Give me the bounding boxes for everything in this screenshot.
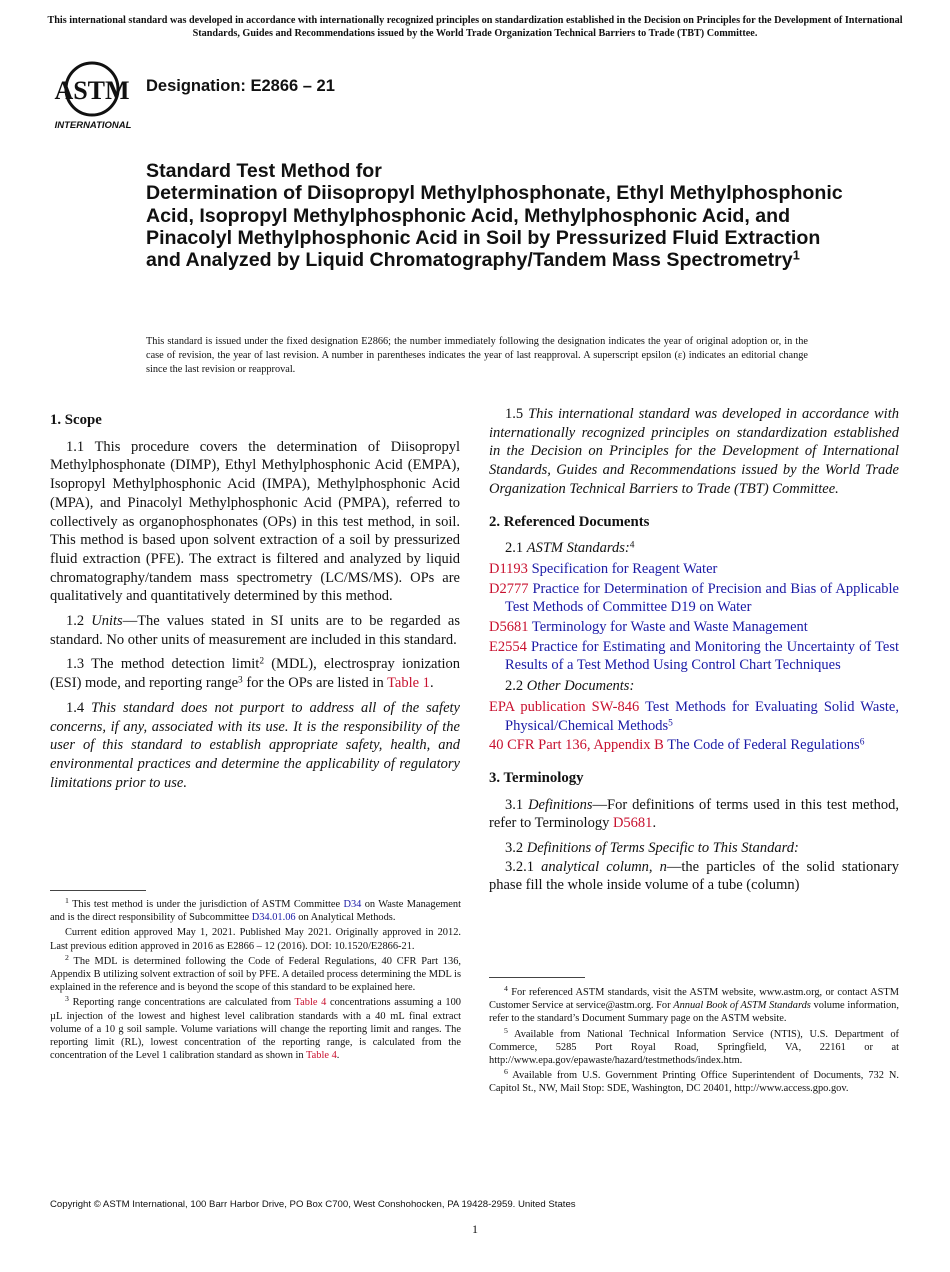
- link-d5681[interactable]: D5681: [612, 815, 653, 832]
- para-1-1: 1.1 This procedure covers the determination of Diisopropyl Methylphosphonate (DIMP), Ethyl Methylphosphonic Acid (EMPA), Isopropyl Methylphosphonic Acid (IMPA), Methylphosphonic Acid (MPA), and Pinacolyl Methylphosphonic Acid (PMPA), referred to collectively as organophosphonates (OPs) in this test method, in soil. This method is based upon solvent extraction of a soil by pressurized fluid extraction (PFE). The extract is filtered and analyzed by liquid chromatography/tandem mass spectrometry (LC/MS/MS). OPs are qualitatively and quantitatively determined by this method.: [50, 438, 460, 605]
- astm-logo: [52, 56, 136, 132]
- ref-item[interactable]: D2777 Practice for Determination of Precision and Bias of Applicable Test Methods of Committee D19 on Water: [489, 580, 899, 616]
- document-title: [146, 160, 846, 271]
- link-table-4[interactable]: Table 4: [306, 1050, 337, 1062]
- right-column: [489, 405, 899, 901]
- section-heading-referenced: 2. Referenced Documents: [489, 513, 650, 530]
- link-d34-01-06[interactable]: D34.01.06: [251, 912, 296, 924]
- para-1-4: 1.4 This standard does not purport to address all of the safety concerns, if any, associated with its use. It is the responsibility of the user of this standard to establish appropriate safety, health, and environmental practices and determine the applicability of regulatory limitations prior to use.: [50, 699, 460, 791]
- title-line-2: Determination of Diisopropyl Methylphosphonate, Ethyl Methylphosphonic Acid, Isopropyl Methylphosphonic Acid, Methylphosphonic Acid, and Pinacolyl Methylphosphonic Acid in Soil by Pressurized Fluid Extraction and Analyzed by Liquid Chromatography/Tandem Mass Spectrometry: [146, 182, 843, 272]
- footnote-5: $^5$ Available from National Technical Information Service (NTIS), U.S. Department of Commerce, 5285 Port Royal Road, Springfield, VA, 22161 or at http://www.epa.gov/epawaste/hazard/testmethods/index.htm.: [489, 1025, 899, 1067]
- logo-letters: ASTM: [54, 76, 130, 105]
- ref-item[interactable]: D5681 Terminology for Waste and Waste Management: [489, 619, 808, 636]
- subsection-astm-standards: 2.1 ASTM Standards:$^4$: [505, 540, 635, 557]
- top-notice: This international standard was developed in accordance with internationally recognized principles on standardization established in the Decision on Principles for the Development of International Standards, Guides and Recommendations issued by the World Trade Organization Technical Barriers to Trade (TBT) Committee.: [47, 15, 903, 39]
- footnote-rule-right: [489, 977, 585, 978]
- subsection-other-documents: 2.2 Other Documents:: [505, 678, 635, 695]
- footnote-4: $^4$ For referenced ASTM standards, visit the ASTM website, www.astm.org, or contact ASTM Customer Service at service@astm.org. For Annual Book of ASTM Standards volume information, refer to the standard’s Document Summary page on the ASTM website.: [489, 984, 899, 1025]
- issued-note: This standard is issued under the fixed designation E2866; the number immediately following the designation indicates the year of original adoption or, in the case of revision, the year of last revision. A number in parentheses indicates the year of last reapproval. A superscript epsilon (ε) indicates an editorial change since the last revision or reapproval.: [146, 336, 808, 376]
- title-footnote-mark[interactable]: 1: [792, 247, 800, 263]
- left-column: [50, 405, 460, 798]
- ref-item[interactable]: EPA publication SW-846 Test Methods for Evaluating Solid Waste, Physical/Chemical Methods$^5$: [489, 698, 899, 734]
- footnote-1: $^1$ This test method is under the jurisdiction of ASTM Committee D34 on Waste Management and is the direct responsibility of Subcommittee D34.01.06 on Analytical Methods.: [50, 896, 461, 924]
- footnote-ref-3[interactable]: 3: [238, 675, 243, 686]
- copyright: Copyright © ASTM International, 100 Barr Harbor Drive, PO Box C700, West Conshohocken, PA 19428-2959. United States: [50, 1199, 576, 1210]
- page-number: 1: [472, 1222, 478, 1236]
- para-1-3: 1.3 The method detection limit$^2$ (MDL), electrospray ionization (ESI) mode, and reporting range$^3$ for the OPs are listed in Table 1.: [50, 656, 461, 692]
- logo-word: INTERNATIONAL: [54, 120, 132, 131]
- ref-item[interactable]: E2554 Practice for Estimating and Monitoring the Uncertainty of Test Results of a Test Method Using Control Chart Techniques: [489, 638, 899, 674]
- footnotes-right: [489, 986, 899, 1098]
- footnote-ref-2[interactable]: 2: [259, 656, 265, 667]
- section-heading-scope: 1. Scope: [50, 412, 102, 428]
- title-line-1: Standard Test Method for: [146, 160, 382, 182]
- footnote-1-edition: Current edition approved May 1, 2021. Published May 2021. Originally approved in 2012. Last previous edition approved in 2016 as E2866 – 12 (2016). DOI: 10.1520/E2866-21.: [50, 927, 461, 952]
- footnotes-left: [50, 898, 461, 1064]
- link-d34[interactable]: D34: [343, 899, 362, 910]
- footnote-3: $^3$ Reporting range concentrations are calculated from Table 4 concentrations assuming a 100 µL injection of the lowest and highest level calibration standards with a 40 mL final extract volume of a 10 g soil sample. Volume variations will change the reporting limit and ranges. The reporting limit (RL), lowest concentration of the reporting range, is calculated from the concentration of the Level 1 calibration standard as shown in Table 4.: [50, 994, 461, 1062]
- para-3-2: 3.2 Definitions of Terms Specific to This Standard:: [505, 840, 799, 857]
- para-1-5: 1.5 This international standard was developed in accordance with internationally recognized principles on standardization established in the Decision on Principles for the Development of International Standards, Guides and Recommendations issued by the World Trade Organization Technical Barriers to Trade (TBT) Committee.: [489, 406, 899, 497]
- ref-item[interactable]: 40 CFR Part 136, Appendix B The Code of Federal Regulations$^6$: [489, 737, 865, 754]
- link-table-1[interactable]: Table 1: [387, 675, 430, 692]
- para-1-2: 1.2 Units—The values stated in SI units are to be regarded as standard. No other units of measurement are included in this standard.: [50, 613, 460, 648]
- designation: Designation: E2866 – 21: [146, 77, 335, 95]
- section-heading-terminology: 3. Terminology: [489, 769, 584, 786]
- para-3-2-1: 3.2.1 analytical column, n—the particles of the solid stationary phase fill the whole inside volume of a tube (column): [489, 858, 899, 894]
- ref-item[interactable]: D1193 Specification for Reagent Water: [489, 560, 718, 577]
- footnote-6: $^6$ Available from U.S. Government Printing Office Superintendent of Documents, 732 N. Capitol St., NW, Mail Stop: SDE, Washington, DC 20401, http://www.access.gpo.gov.: [489, 1067, 899, 1095]
- link-table-4[interactable]: Table 4: [294, 997, 327, 1009]
- footnote-2: $^2$ The MDL is determined following the Code of Federal Regulations, 40 CFR Part 136, Appendix B utilizing solvent extraction of soil by PFE. A detailed process determining the MDL is explained in the reference and is beyond the scope of this standard to be explained here.: [50, 952, 461, 994]
- footnote-rule-left: [50, 890, 146, 891]
- footnote-ref-4[interactable]: 4: [629, 540, 635, 551]
- para-3-1: 3.1 Definitions—For definitions of terms used in this test method, refer to Terminology D5681.: [489, 796, 899, 832]
